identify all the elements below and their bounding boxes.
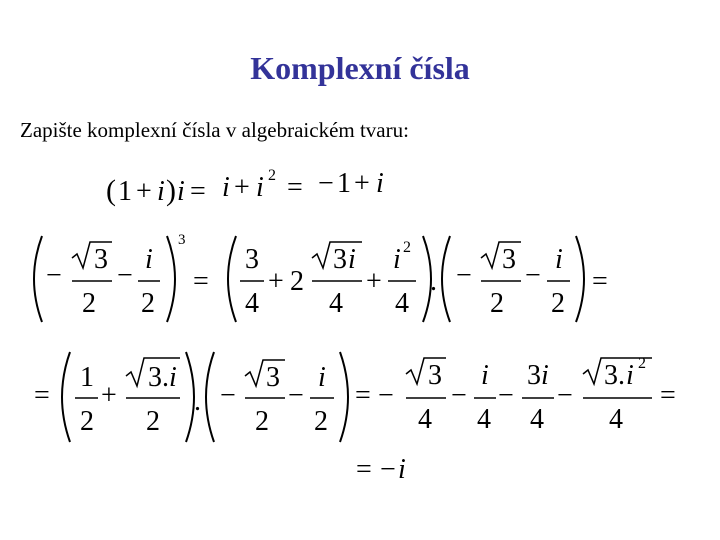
minus-sign: − <box>525 260 541 291</box>
number-one: 1 <box>118 176 132 207</box>
denominator: 2 <box>146 406 160 437</box>
imaginary-unit: i <box>398 454 406 485</box>
denominator: 4 <box>477 404 491 435</box>
sqrt-radicand: 3 <box>428 360 442 391</box>
imaginary-unit: i <box>169 362 177 393</box>
denominator: 4 <box>395 288 409 319</box>
equation-line-2 <box>34 232 608 322</box>
exponent-2: 2 <box>638 355 646 372</box>
paren-open: ( <box>106 174 116 207</box>
big-paren-close <box>576 236 584 322</box>
minus-sign: − <box>318 168 334 199</box>
denominator: 4 <box>329 288 343 319</box>
imaginary-unit: i <box>256 172 264 203</box>
sqrt-radicand: 3 <box>502 244 516 275</box>
minus-sign: − <box>498 380 514 411</box>
big-paren-close <box>186 352 194 442</box>
exponent-2: 2 <box>268 167 276 184</box>
paren-close: ) <box>166 174 176 207</box>
imaginary-unit: i <box>145 244 153 275</box>
imaginary-unit: i <box>318 362 326 393</box>
equals-sign: = <box>356 454 372 485</box>
minus-sign: − <box>451 380 467 411</box>
sqrt-radicand: 3 <box>333 244 347 275</box>
plus-sign: + <box>354 168 370 199</box>
denominator: 4 <box>609 404 623 435</box>
sqrt-radicand: 3 <box>94 244 108 275</box>
plus-sign: + <box>101 380 117 411</box>
imaginary-unit: i <box>222 172 230 203</box>
equation-line-3 <box>34 352 676 442</box>
imaginary-unit: i <box>626 360 634 391</box>
equals-sign: = <box>660 380 676 411</box>
multiplication-dot: . <box>162 362 169 393</box>
denominator: 4 <box>530 404 544 435</box>
big-paren-open <box>442 236 450 322</box>
minus-sign: − <box>288 380 304 411</box>
multiplication-dot: . <box>618 360 625 391</box>
imaginary-unit: i <box>177 176 185 207</box>
denominator: 2 <box>82 288 96 319</box>
plus-sign: + <box>136 176 152 207</box>
plus-sign: + <box>366 266 382 297</box>
denominator: 2 <box>255 406 269 437</box>
denominator: 2 <box>490 288 504 319</box>
minus-sign: − <box>378 380 394 411</box>
minus-sign: − <box>557 380 573 411</box>
denominator: 2 <box>80 406 94 437</box>
imaginary-unit: i <box>393 244 401 275</box>
sqrt-radicand: 3 <box>266 362 280 393</box>
minus-sign: − <box>46 260 62 291</box>
slide-title: Komplexní čísla <box>250 50 470 86</box>
minus-sign: − <box>456 260 472 291</box>
equals-sign: = <box>287 172 303 203</box>
imaginary-unit: i <box>481 360 489 391</box>
big-paren-close <box>167 236 175 322</box>
sqrt-radicand: 3 <box>148 362 162 393</box>
denominator: 4 <box>245 288 259 319</box>
exponent-3: 3 <box>178 232 186 248</box>
imaginary-unit: i <box>376 168 384 199</box>
minus-sign: − <box>117 260 133 291</box>
denominator: 2 <box>141 288 155 319</box>
slide-subtitle: Zapište komplexní čísla v algebraickém tvaru: <box>20 118 409 142</box>
equation-line-1 <box>106 167 384 207</box>
equals-sign: = <box>34 380 50 411</box>
imaginary-unit: i <box>348 244 356 275</box>
coefficient-2: 2 <box>290 266 304 297</box>
equals-sign: = <box>355 380 371 411</box>
big-paren-close <box>340 352 348 442</box>
coefficient-3: 3 <box>527 360 541 391</box>
imaginary-unit: i <box>157 176 165 207</box>
minus-sign: − <box>220 380 236 411</box>
numerator: 1 <box>80 362 94 393</box>
plus-sign: + <box>268 266 284 297</box>
plus-sign: + <box>234 172 250 203</box>
big-paren-open <box>62 352 70 442</box>
big-paren-open <box>228 236 236 322</box>
denominator: 4 <box>418 404 432 435</box>
equation-line-4 <box>356 454 406 485</box>
denominator: 2 <box>314 406 328 437</box>
equals-sign: = <box>190 176 206 207</box>
multiplication-dot: . <box>430 266 437 297</box>
big-paren-open <box>206 352 214 442</box>
imaginary-unit: i <box>541 360 549 391</box>
denominator: 2 <box>551 288 565 319</box>
numerator: 3 <box>245 244 259 275</box>
multiplication-dot: . <box>194 386 201 417</box>
equals-sign: = <box>193 266 209 297</box>
big-paren-open <box>34 236 42 322</box>
equals-sign: = <box>592 266 608 297</box>
sqrt-radicand: 3 <box>604 360 618 391</box>
exponent-2: 2 <box>403 239 411 256</box>
number-one: 1 <box>337 168 351 199</box>
imaginary-unit: i <box>555 244 563 275</box>
minus-sign: − <box>380 454 396 485</box>
